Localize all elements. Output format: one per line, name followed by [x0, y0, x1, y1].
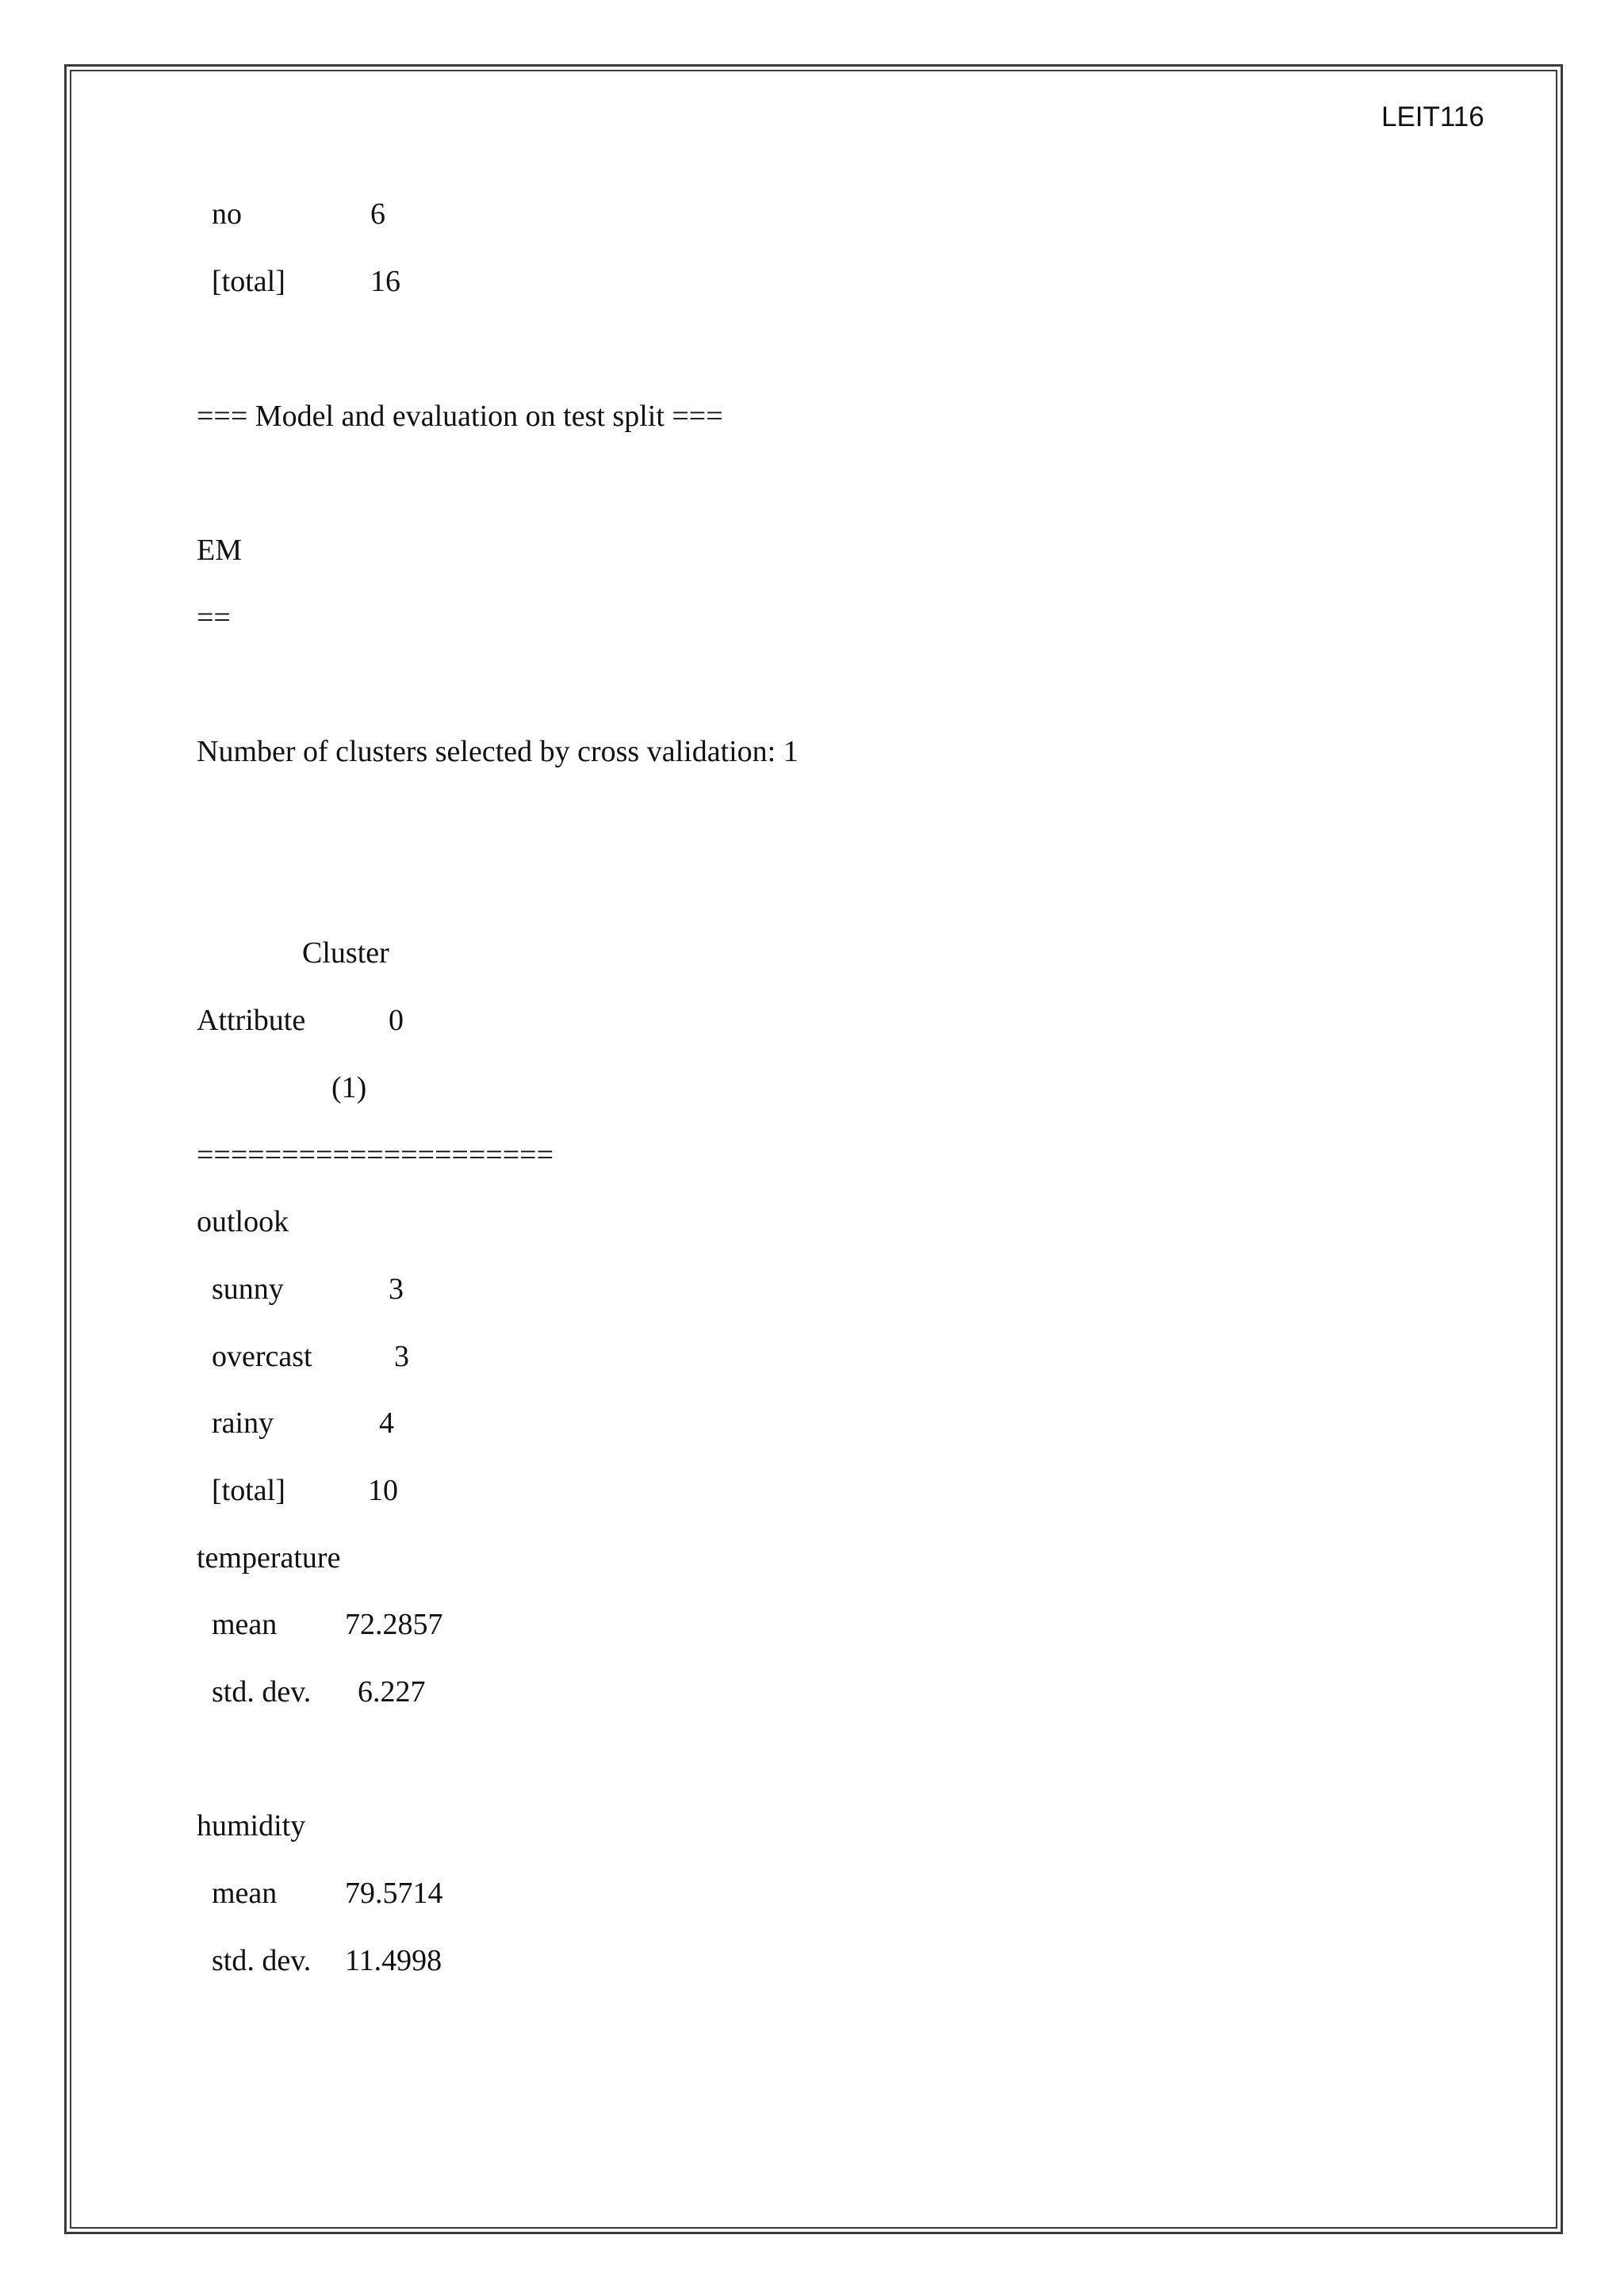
attribute-row-value: 6.227: [358, 1675, 426, 1709]
attribute-row-value: 3: [389, 1272, 404, 1306]
attribute-row-value: 11.4998: [345, 1944, 442, 1977]
cluster-prior: (1): [331, 1071, 367, 1104]
cluster-index: 0: [389, 1004, 404, 1037]
attribute-row-label: mean: [212, 1877, 278, 1910]
prev-row-label: no: [212, 197, 242, 231]
cluster-header: Cluster: [302, 936, 389, 970]
prev-row-label: [total]: [212, 265, 285, 298]
prev-row-value: 16: [370, 265, 400, 298]
clusters-selected-text: Number of clusters selected by cross validation: 1: [197, 735, 799, 768]
attribute-row-value: 10: [368, 1474, 398, 1507]
attribute-name: humidity: [197, 1809, 306, 1843]
attribute-row-value: 3: [394, 1340, 409, 1373]
attribute-row-label: [total]: [212, 1474, 285, 1507]
prev-row-value: 6: [370, 197, 385, 231]
attribute-row-label: rainy: [212, 1406, 274, 1440]
attribute-row-label: std. dev.: [212, 1675, 312, 1709]
model-heading: === Model and evaluation on test split ===: [197, 400, 723, 433]
attribute-row-label: sunny: [212, 1272, 284, 1306]
attribute-name: temperature: [197, 1541, 341, 1575]
attribute-row-value: 4: [379, 1406, 394, 1440]
attribute-row-value: 72.2857: [345, 1608, 443, 1641]
attribute-row-label: std. dev.: [212, 1944, 312, 1977]
attribute-row-label: mean: [212, 1608, 278, 1641]
page-header-code: LEIT116: [1381, 101, 1484, 132]
algorithm-underline: ==: [197, 601, 231, 634]
algorithm-name: EM: [197, 534, 242, 567]
attribute-row-value: 79.5714: [345, 1877, 443, 1910]
attribute-name: outlook: [197, 1205, 289, 1238]
attribute-header: Attribute: [197, 1004, 306, 1037]
attribute-row-label: overcast: [212, 1340, 312, 1373]
table-separator: =====================: [197, 1138, 554, 1172]
